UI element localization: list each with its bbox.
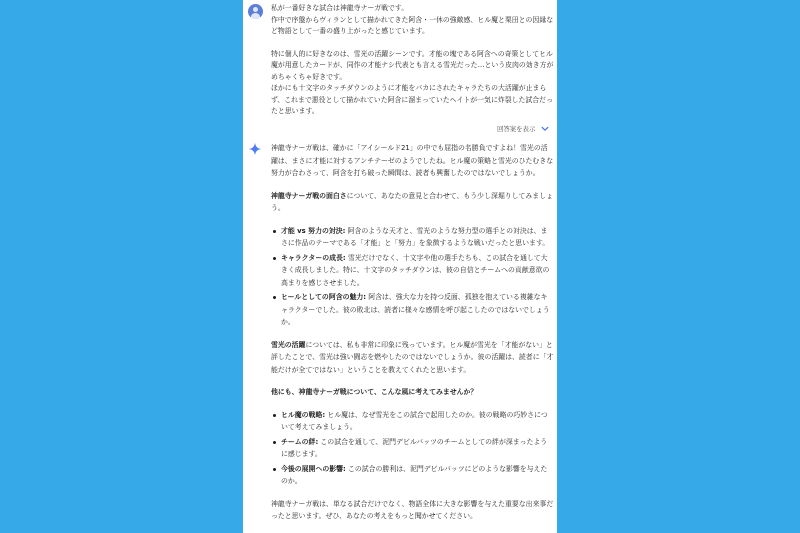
list-item-title: キャラクターの成長: — [281, 253, 346, 262]
list-item-text: この試合を通して、泥門デビルバッツのチームとしての絆が深まったように感じます。 — [281, 437, 548, 458]
list-item — [281, 225, 554, 250]
user-message-paragraph: 私が一番好きな試合は神龍寺ナーガ戦です。 作中で序盤からヴィランとして描かれてきた阿含・一休の強敵感、ヒル魔と栗田との因縁など物語として一番の盛り上がったと感じています。 — [271, 4, 554, 35]
list-item-text: 阿含のような天才と、雪光のような努力型の選手との対決は、まさに作品のテーマである「才能」と「努力」を象徴するような戦いだったと思います。 — [281, 226, 550, 247]
paragraph-text: については、私も非常に印象に残っています。ヒル魔が雪光を「才能がない」と評したことで、雪光は強い闘志を燃やしたのではないでしょうか。彼の活躍は、読者に「才能だけが全てではない」ということを教えてくれたと思います。 — [271, 340, 554, 374]
list-item-text: この試合の勝利は、泥門デビルバッツにどのような影響を与えたのか。 — [281, 464, 548, 485]
avatar-body — [251, 13, 260, 19]
response-closing: 神龍寺ナーガ戦は、単なる試合だけでなく、物語全体に大きな影響を与えた重要な出来事だったと思います。ぜひ、あなたの考えをもっと聞かせてください。 — [271, 499, 554, 520]
bold-phrase: 雪光の活躍 — [271, 340, 306, 349]
response-paragraph — [271, 339, 554, 377]
bullet-list — [271, 409, 554, 488]
user-message-paragraph: 特に個人的に好きなのは、雪光の活躍シーンです。才能の塊である阿含への奇策としてヒル魔が用意したカードが、同作の才能ナシ代表とも言える雪光だった…という皮肉の効き方がめちゃくちゃ好きです。 ほかにも十文字のタッチダウンのように才能をバカにされたキャラたちの大活躍が止まらず、これまで悪役として描かれていた阿含に溜まっていたヘイトが一気に炸裂した試合だったと思います。 — [271, 49, 554, 115]
list-item — [281, 291, 554, 329]
list-item-title: チームの絆: — [281, 437, 319, 446]
user-avatar-icon[interactable] — [248, 4, 263, 19]
list-item — [281, 409, 554, 434]
response-intro: 神龍寺ナーガ戦は、確かに「アイシールド21」の中でも屈指の名勝負ですよね！雪光の活躍は、まさに才能に対するアンチテーゼのようでしたね。ヒル魔の策略と雪光のひたむきな努力が合わさって、阿含を打ち破った瞬間は、読者も興奮したのではないでしょうか。 — [271, 144, 554, 177]
list-item-title: 才能 vs 努力の対決: — [281, 226, 346, 235]
sparkle-icon — [248, 142, 262, 156]
response-paragraph — [271, 190, 554, 215]
list-item-text: 阿含は、強大な力を持つ反面、孤独を抱えている複雑なキャラクターでした。彼の敗北は、読者に様々な感情を呼び起こしたのではないでしょうか。 — [281, 293, 550, 326]
show-drafts-button[interactable] — [497, 124, 549, 133]
avatar-head — [253, 7, 258, 12]
assistant-response — [271, 142, 554, 533]
list-item-text: ヒル魔は、なぜ雪光をこの試合で起用したのか。彼の戦略の巧妙さについて考えてみましょう。 — [281, 410, 548, 431]
question-heading: 他にも、神龍寺ナーガ戦について、こんな風に考えてみませんか？ — [271, 388, 478, 396]
paragraph-text: について、あなたの意見と合わせて、もう少し深堀りしてみましょう。 — [271, 191, 553, 212]
list-item-title: 今後の展開への影響: — [281, 464, 346, 473]
bullet-list — [271, 225, 554, 329]
list-item-title: ヒル魔の戦略: — [281, 410, 326, 419]
show-drafts-label: 回答案を表示 — [497, 125, 536, 133]
chevron-down-icon — [541, 125, 549, 133]
list-item-title: ヒールとしての阿含の魅力: — [281, 293, 367, 301]
user-message — [271, 3, 554, 129]
list-item — [281, 436, 554, 461]
list-item — [281, 463, 554, 488]
list-item-text: 雪光だけでなく、十文字や他の選手たちも、この試合を通して大きく成長しました。特に、十文字のタッチダウンは、彼の自信とチームへの貢献意欲の高まりを感じさせました。 — [281, 253, 550, 287]
bold-phrase: 神龍寺ナーガ戦の面白さ — [271, 191, 347, 200]
response-paragraph — [271, 386, 554, 399]
list-item — [281, 252, 554, 290]
